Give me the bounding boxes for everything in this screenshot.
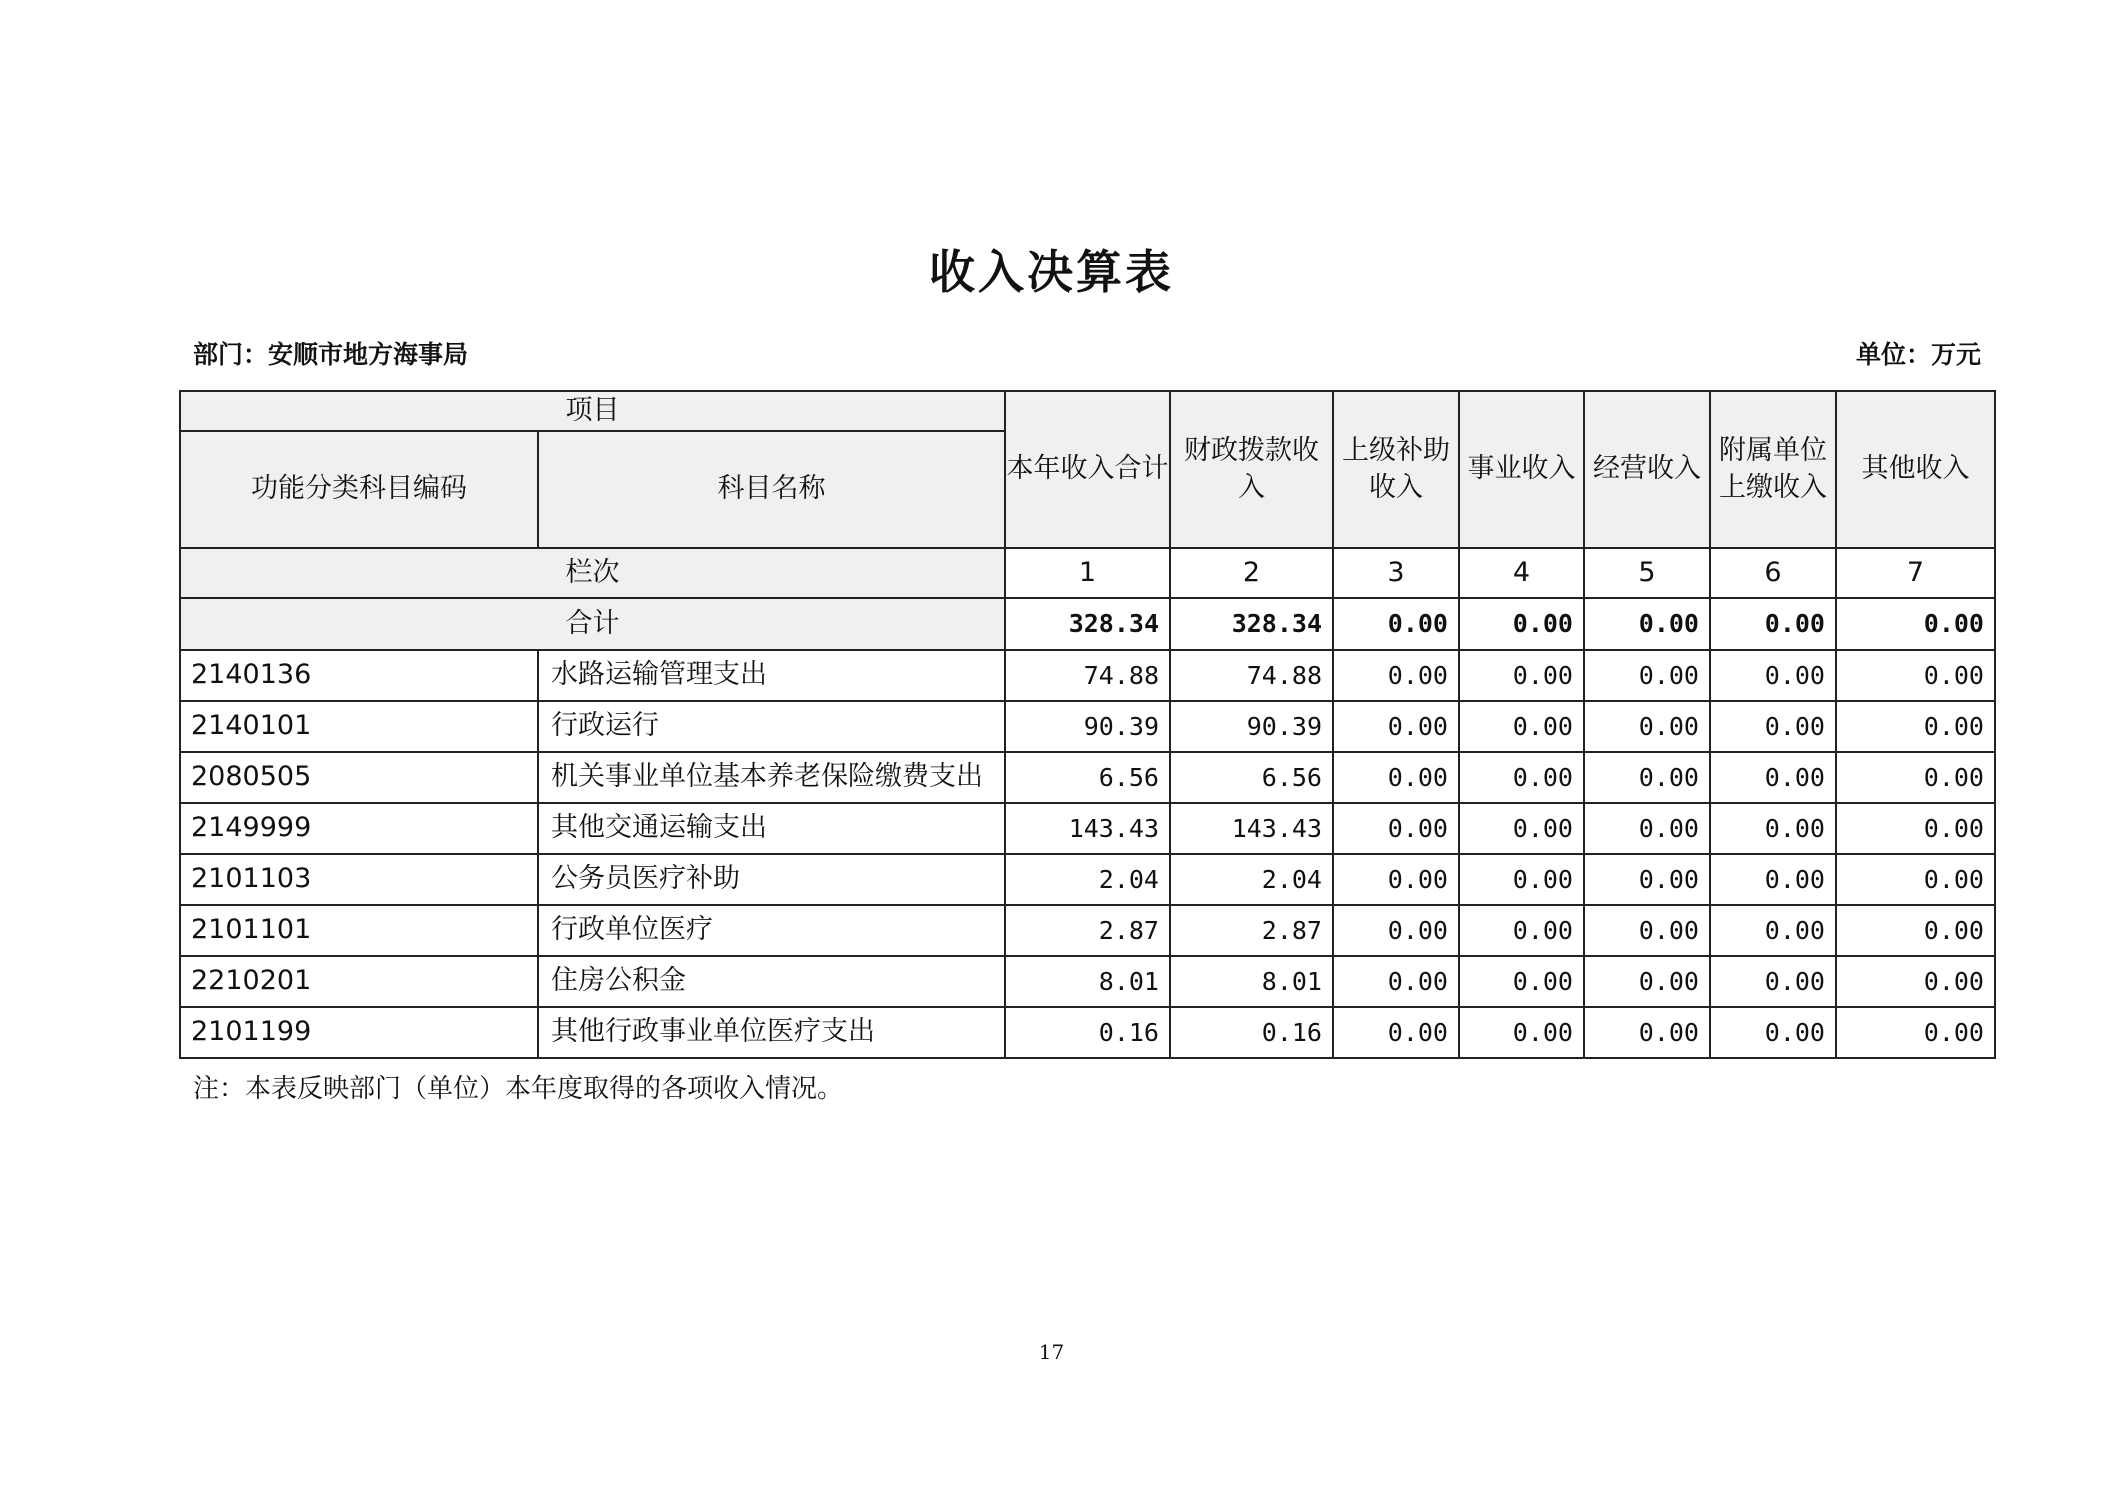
row-value: 0.00	[1584, 1007, 1710, 1058]
table-row	[180, 701, 1995, 752]
row-name: 行政单位医疗	[538, 905, 1005, 956]
row-value: 0.00	[1836, 803, 1995, 854]
row-value: 0.00	[1459, 803, 1584, 854]
row-name: 行政运行	[538, 701, 1005, 752]
row-value: 6.56	[1170, 752, 1333, 803]
row-value: 0.00	[1710, 701, 1836, 752]
income-table	[179, 390, 1996, 1059]
row-value: 0.00	[1333, 854, 1459, 905]
lanci-num: 4	[1459, 548, 1584, 598]
row-value: 0.00	[1836, 854, 1995, 905]
total-value: 0.00	[1333, 598, 1459, 650]
row-value: 0.00	[1836, 650, 1995, 701]
total-label: 合计	[180, 598, 1005, 650]
row-value: 0.00	[1836, 905, 1995, 956]
lanci-num: 6	[1710, 548, 1836, 598]
lanci-num: 7	[1836, 548, 1995, 598]
row-value: 143.43	[1005, 803, 1170, 854]
page-number: 17	[1038, 1340, 1065, 1364]
row-value: 0.00	[1459, 701, 1584, 752]
row-value: 0.00	[1584, 650, 1710, 701]
header-col1: 本年收入合计	[1005, 391, 1170, 548]
row-code: 2080505	[180, 752, 538, 803]
total-value: 328.34	[1170, 598, 1333, 650]
unit-label: 单位：万元	[1855, 340, 1981, 369]
row-code: 2210201	[180, 956, 538, 1007]
row-value: 0.00	[1459, 905, 1584, 956]
row-value: 2.87	[1005, 905, 1170, 956]
header-col7: 其他收入	[1836, 391, 1995, 548]
row-value: 0.00	[1333, 650, 1459, 701]
row-value: 0.00	[1836, 1007, 1995, 1058]
header-name: 科目名称	[538, 431, 1005, 548]
row-value: 0.00	[1710, 650, 1836, 701]
row-value: 0.00	[1836, 752, 1995, 803]
row-value: 0.00	[1836, 956, 1995, 1007]
row-value: 0.00	[1836, 701, 1995, 752]
row-name: 水路运输管理支出	[538, 650, 1005, 701]
lanci-label: 栏次	[180, 548, 1005, 598]
row-value: 0.00	[1333, 1007, 1459, 1058]
row-value: 0.00	[1459, 752, 1584, 803]
row-value: 0.00	[1459, 650, 1584, 701]
table-note: 注：本表反映部门（单位）本年度取得的各项收入情况。	[193, 1074, 844, 1104]
table-row	[180, 1007, 1995, 1058]
row-value: 0.00	[1584, 752, 1710, 803]
table-row	[180, 854, 1995, 905]
header-col3: 上级补助收入	[1333, 391, 1459, 548]
row-code: 2149999	[180, 803, 538, 854]
row-value: 0.00	[1459, 1007, 1584, 1058]
lanci-num: 3	[1333, 548, 1459, 598]
header-project: 项目	[180, 391, 1005, 431]
row-value: 143.43	[1170, 803, 1333, 854]
department-label: 部门：安顺市地方海事局	[193, 340, 469, 369]
row-value: 0.00	[1710, 752, 1836, 803]
row-value: 0.00	[1584, 701, 1710, 752]
row-code: 2101101	[180, 905, 538, 956]
row-value: 0.00	[1459, 854, 1584, 905]
row-value: 0.16	[1170, 1007, 1333, 1058]
header-col2: 财政拨款收入	[1170, 391, 1333, 548]
row-code: 2101199	[180, 1007, 538, 1058]
row-value: 0.00	[1584, 905, 1710, 956]
row-value: 8.01	[1170, 956, 1333, 1007]
row-value: 0.00	[1459, 956, 1584, 1007]
total-value: 0.00	[1584, 598, 1710, 650]
header-col6: 附属单位上缴收入	[1710, 391, 1836, 548]
header-col4: 事业收入	[1459, 391, 1584, 548]
row-value: 0.00	[1333, 905, 1459, 956]
row-value: 6.56	[1005, 752, 1170, 803]
total-value: 0.00	[1710, 598, 1836, 650]
header-col5: 经营收入	[1584, 391, 1710, 548]
row-value: 0.00	[1333, 752, 1459, 803]
row-value: 8.01	[1005, 956, 1170, 1007]
row-value: 74.88	[1170, 650, 1333, 701]
total-row	[180, 598, 1995, 650]
row-value: 0.00	[1710, 1007, 1836, 1058]
row-value: 2.04	[1170, 854, 1333, 905]
row-value: 0.00	[1584, 803, 1710, 854]
table-row	[180, 803, 1995, 854]
row-value: 0.00	[1710, 854, 1836, 905]
total-value: 0.00	[1836, 598, 1995, 650]
lanci-num: 5	[1584, 548, 1710, 598]
row-value: 90.39	[1170, 701, 1333, 752]
row-name: 其他交通运输支出	[538, 803, 1005, 854]
row-value: 90.39	[1005, 701, 1170, 752]
row-name: 公务员医疗补助	[538, 854, 1005, 905]
row-value: 0.00	[1584, 854, 1710, 905]
total-value: 0.00	[1459, 598, 1584, 650]
row-value: 2.04	[1005, 854, 1170, 905]
row-code: 2101103	[180, 854, 538, 905]
row-name: 住房公积金	[538, 956, 1005, 1007]
row-name: 机关事业单位基本养老保险缴费支出	[538, 752, 1005, 803]
table-row	[180, 752, 1995, 803]
total-value: 328.34	[1005, 598, 1170, 650]
row-value: 0.00	[1710, 956, 1836, 1007]
row-name: 其他行政事业单位医疗支出	[538, 1007, 1005, 1058]
row-value: 74.88	[1005, 650, 1170, 701]
row-value: 0.16	[1005, 1007, 1170, 1058]
row-value: 2.87	[1170, 905, 1333, 956]
row-value: 0.00	[1710, 905, 1836, 956]
row-value: 0.00	[1710, 803, 1836, 854]
row-value: 0.00	[1584, 956, 1710, 1007]
row-value: 0.00	[1333, 803, 1459, 854]
row-code: 2140101	[180, 701, 538, 752]
lanci-num: 2	[1170, 548, 1333, 598]
table-row	[180, 905, 1995, 956]
page-title: 收入决算表	[929, 245, 1174, 299]
row-code: 2140136	[180, 650, 538, 701]
row-value: 0.00	[1333, 701, 1459, 752]
lanci-num: 1	[1005, 548, 1170, 598]
header-code: 功能分类科目编码	[180, 431, 538, 548]
row-value: 0.00	[1333, 956, 1459, 1007]
table-row	[180, 956, 1995, 1007]
table-row	[180, 650, 1995, 701]
